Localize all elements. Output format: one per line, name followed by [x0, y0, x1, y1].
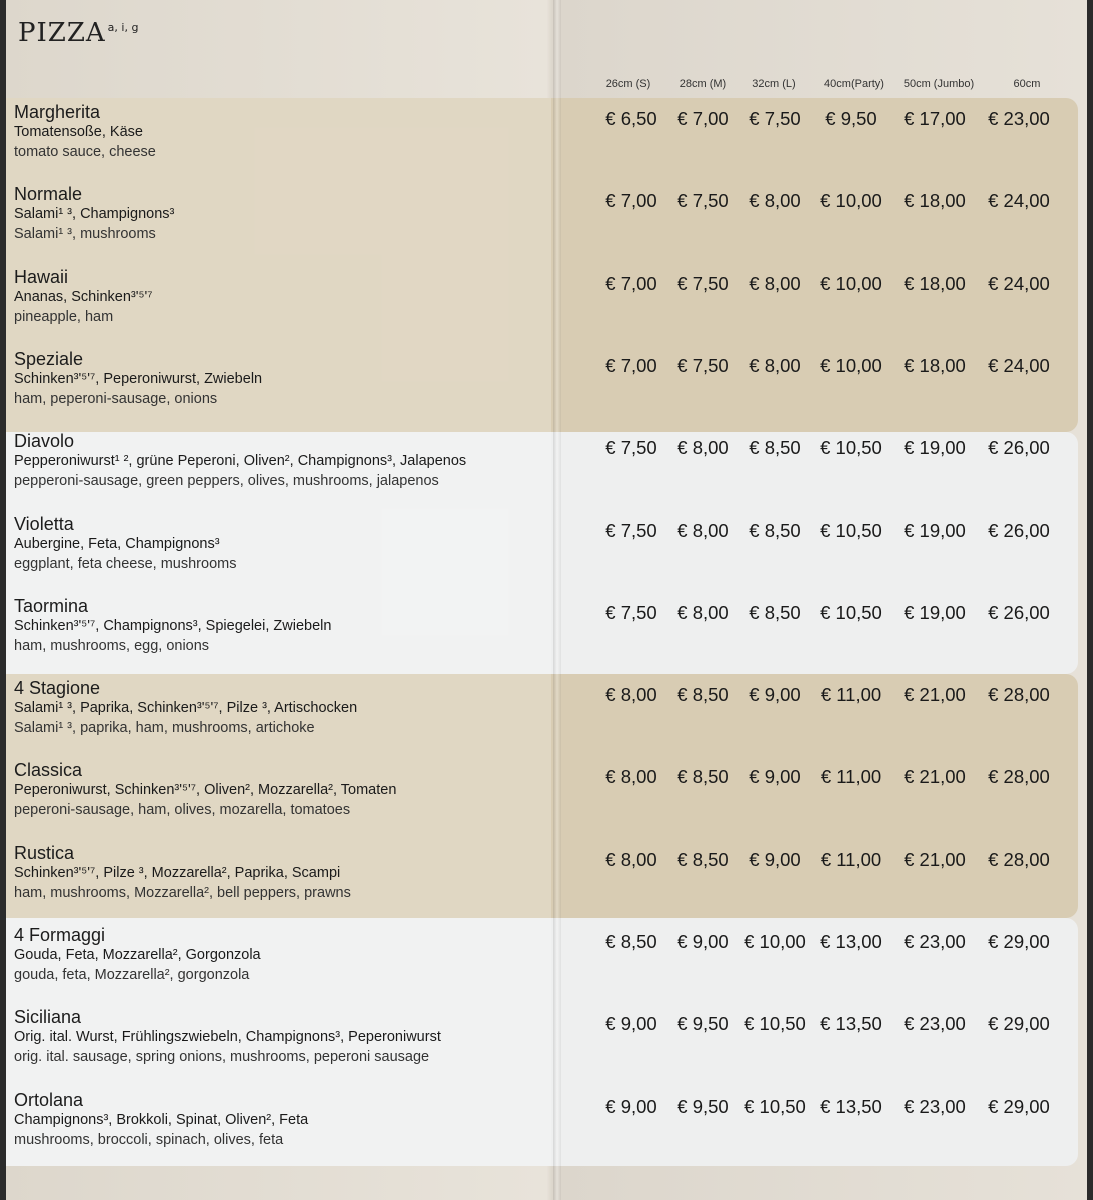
pizza-price: € 7,50 — [605, 602, 657, 623]
pizza-price: € 23,00 — [988, 108, 1050, 129]
pizza-price: € 29,00 — [988, 1096, 1050, 1117]
pizza-ingredients-en: Salami¹ ³, mushrooms — [14, 226, 156, 242]
pizza-price: € 9,50 — [825, 108, 877, 129]
pizza-ingredients-de: Salami¹ ³, Paprika, Schinken³'⁵'⁷, Pilze ³, Artischocken — [14, 700, 358, 716]
pizza-row — [6, 843, 1087, 925]
pizza-price: € 7,50 — [605, 437, 657, 458]
pizza-price: € 10,50 — [820, 437, 882, 458]
pizza-ingredients-de: Schinken³'⁵'⁷, Peperoniwurst, Zwiebeln — [14, 371, 263, 387]
pizza-price: € 26,00 — [988, 520, 1050, 541]
pizza-price: € 8,50 — [605, 931, 657, 952]
pizza-price: € 8,50 — [677, 684, 729, 705]
pizza-price: € 10,00 — [820, 355, 882, 376]
pizza-ingredients-en: pepperoni-sausage, green peppers, olives, mushrooms, jalapenos — [14, 473, 439, 489]
pizza-price: € 11,00 — [820, 849, 882, 870]
pizza-ingredients-de: Tomatensoße, Käse — [14, 124, 143, 140]
pizza-price: € 28,00 — [988, 766, 1050, 787]
pizza-ingredients-de: Schinken³'⁵'⁷, Pilze ³, Mozzarella², Paprika, Scampi — [14, 865, 341, 881]
pizza-price: € 28,00 — [988, 849, 1050, 870]
pizza-name: Speziale — [14, 349, 84, 369]
pizza-price: € 7,50 — [677, 190, 729, 211]
pizza-price: € 10,00 — [820, 190, 882, 211]
pizza-price: € 23,00 — [904, 931, 966, 952]
pizza-ingredients-en: Salami¹ ³, paprika, ham, mushrooms, artichoke — [14, 720, 315, 736]
pizza-price: € 8,00 — [677, 602, 729, 623]
pizza-price: € 18,00 — [904, 355, 966, 376]
pizza-price: € 23,00 — [904, 1013, 966, 1034]
pizza-price: € 10,00 — [744, 931, 806, 952]
pizza-row — [6, 596, 1087, 678]
size-header: 28cm (M) — [679, 78, 727, 90]
pizza-price: € 29,00 — [988, 1013, 1050, 1034]
pizza-price: € 24,00 — [988, 190, 1050, 211]
pizza-price: € 7,00 — [605, 190, 657, 211]
pizza-price: € 8,50 — [677, 849, 729, 870]
pizza-ingredients-de: Ananas, Schinken³'⁵'⁷ — [14, 289, 153, 305]
pizza-ingredients-en: ham, mushrooms, Mozzarella², bell peppers, prawns — [14, 885, 351, 901]
pizza-price: € 18,00 — [904, 190, 966, 211]
pizza-price: € 7,00 — [605, 355, 657, 376]
pizza-price: € 7,50 — [749, 108, 801, 129]
pizza-row — [6, 1090, 1087, 1172]
pizza-ingredients-en: eggplant, feta cheese, mushrooms — [14, 556, 237, 572]
size-header: 32cm (L) — [752, 78, 796, 90]
pizza-price: € 8,00 — [677, 437, 729, 458]
size-header: 60cm — [1013, 78, 1041, 90]
pizza-name: 4 Formaggi — [14, 925, 106, 945]
pizza-name: Hawaii — [14, 267, 69, 287]
pizza-price: € 19,00 — [904, 520, 966, 541]
pizza-row — [6, 349, 1087, 431]
pizza-price: € 26,00 — [988, 602, 1050, 623]
pizza-row — [6, 760, 1087, 842]
pizza-price: € 8,00 — [677, 520, 729, 541]
pizza-row — [6, 514, 1087, 596]
pizza-price: € 17,00 — [904, 108, 966, 129]
pizza-price: € 11,00 — [820, 766, 882, 787]
pizza-price: € 24,00 — [988, 273, 1050, 294]
pizza-ingredients-de: Peperoniwurst, Schinken³'⁵'⁷, Oliven², Mozzarella², Tomaten — [14, 782, 397, 798]
menu-title-allergens: a, i, g — [107, 21, 139, 35]
pizza-ingredients-en: pineapple, ham — [14, 309, 114, 325]
pizza-price: € 10,50 — [820, 602, 882, 623]
pizza-price: € 9,00 — [605, 1096, 657, 1117]
menu-title-text: PIZZA — [18, 18, 106, 48]
pizza-name: Classica — [14, 760, 83, 780]
pizza-name: Ortolana — [14, 1090, 84, 1110]
pizza-price: € 9,00 — [605, 1013, 657, 1034]
size-header: 26cm (S) — [605, 78, 651, 90]
size-headers — [6, 78, 1087, 98]
pizza-price: € 19,00 — [904, 602, 966, 623]
pizza-name: Taormina — [14, 596, 89, 616]
pizza-price: € 9,00 — [749, 684, 801, 705]
pizza-ingredients-en: peperoni-sausage, ham, olives, mozarella, tomatoes — [14, 802, 351, 818]
pizza-price: € 8,50 — [749, 520, 801, 541]
pizza-price: € 13,00 — [820, 931, 882, 952]
pizza-price: € 7,50 — [677, 355, 729, 376]
pizza-price: € 18,00 — [904, 273, 966, 294]
pizza-price: € 8,00 — [605, 766, 657, 787]
pizza-price: € 9,00 — [677, 931, 729, 952]
pizza-name: Diavolo — [14, 431, 75, 451]
pizza-ingredients-en: ham, mushrooms, egg, onions — [14, 638, 210, 654]
pizza-price: € 8,00 — [749, 355, 801, 376]
pizza-price: € 13,50 — [820, 1096, 882, 1117]
pizza-ingredients-de: Pepperoniwurst¹ ², grüne Peperoni, Oliven², Champignons³, Jalapenos — [14, 453, 467, 469]
pizza-price: € 9,00 — [749, 849, 801, 870]
pizza-price: € 10,50 — [744, 1096, 806, 1117]
pizza-ingredients-en: tomato sauce, cheese — [14, 144, 156, 160]
pizza-name: Violetta — [14, 514, 74, 534]
pizza-row — [6, 184, 1087, 266]
pizza-price: € 8,00 — [605, 684, 657, 705]
pizza-row — [6, 267, 1087, 349]
pizza-price: € 8,00 — [749, 190, 801, 211]
pizza-price: € 23,00 — [904, 1096, 966, 1117]
pizza-ingredients-de: Gouda, Feta, Mozzarella², Gorgonzola — [14, 947, 261, 963]
pizza-price: € 28,00 — [988, 684, 1050, 705]
pizza-price: € 26,00 — [988, 437, 1050, 458]
pizza-price: € 8,50 — [749, 602, 801, 623]
pizza-price: € 29,00 — [988, 931, 1050, 952]
pizza-row — [6, 678, 1087, 760]
pizza-name: Rustica — [14, 843, 75, 863]
pizza-price: € 21,00 — [904, 849, 966, 870]
pizza-ingredients-en: gouda, feta, Mozzarella², gorgonzola — [14, 967, 250, 983]
size-header: 40cm(Party) — [824, 78, 884, 90]
pizza-price: € 7,00 — [677, 108, 729, 129]
pizza-price: € 8,00 — [605, 849, 657, 870]
pizza-price: € 8,50 — [677, 766, 729, 787]
pizza-row — [6, 1007, 1087, 1089]
pizza-price: € 21,00 — [904, 684, 966, 705]
pizza-price: € 10,00 — [820, 273, 882, 294]
pizza-name: Margherita — [14, 102, 101, 122]
pizza-price: € 24,00 — [988, 355, 1050, 376]
size-header: 50cm (Jumbo) — [903, 78, 975, 90]
pizza-name: 4 Stagione — [14, 678, 101, 698]
pizza-row — [6, 431, 1087, 513]
pizza-ingredients-de: Salami¹ ³, Champignons³ — [14, 206, 175, 222]
pizza-ingredients-en: ham, peperoni-sausage, onions — [14, 391, 218, 407]
pizza-price: € 13,50 — [820, 1013, 882, 1034]
pizza-ingredients-en: mushrooms, broccoli, spinach, olives, feta — [14, 1132, 284, 1148]
pizza-price: € 10,50 — [744, 1013, 806, 1034]
pizza-ingredients-de: Schinken³'⁵'⁷, Champignons³, Spiegelei, Zwiebeln — [14, 618, 332, 634]
pizza-price: € 10,50 — [820, 520, 882, 541]
pizza-price: € 9,00 — [749, 766, 801, 787]
pizza-ingredients-de: Orig. ital. Wurst, Frühlingszwiebeln, Champignons³, Peperoniwurst — [14, 1029, 441, 1045]
pizza-row — [6, 925, 1087, 1007]
pizza-price: € 11,00 — [820, 684, 882, 705]
pizza-price: € 7,50 — [605, 520, 657, 541]
pizza-price: € 19,00 — [904, 437, 966, 458]
pizza-price: € 8,50 — [749, 437, 801, 458]
pizza-ingredients-de: Champignons³, Brokkoli, Spinat, Oliven², Feta — [14, 1112, 309, 1128]
pizza-price: € 9,50 — [677, 1013, 729, 1034]
pizza-price: € 7,00 — [605, 273, 657, 294]
pizza-ingredients-en: orig. ital. sausage, spring onions, mushrooms, peperoni sausage — [14, 1049, 430, 1065]
pizza-menu-card — [6, 0, 1087, 1200]
pizza-name: Siciliana — [14, 1007, 82, 1027]
menu-title — [18, 18, 138, 48]
pizza-name: Normale — [14, 184, 83, 204]
pizza-ingredients-de: Aubergine, Feta, Champignons³ — [14, 536, 220, 552]
pizza-price: € 6,50 — [605, 108, 657, 129]
pizza-row — [6, 102, 1087, 184]
pizza-price: € 21,00 — [904, 766, 966, 787]
pizza-price: € 7,50 — [677, 273, 729, 294]
pizza-price: € 9,50 — [677, 1096, 729, 1117]
pizza-price: € 8,00 — [749, 273, 801, 294]
